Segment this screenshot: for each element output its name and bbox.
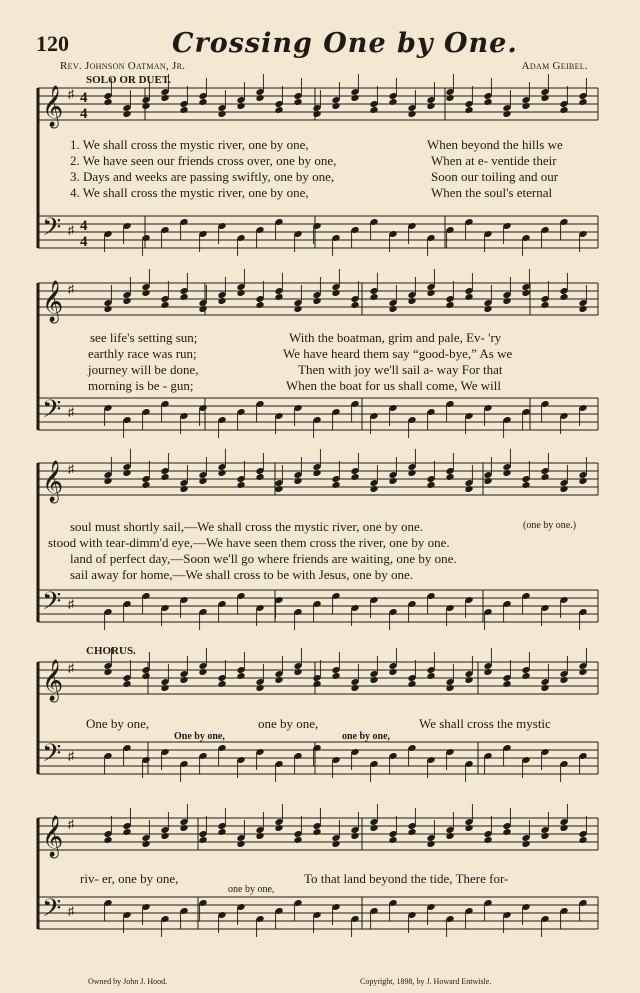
note-head <box>237 289 246 296</box>
note-head <box>142 102 151 109</box>
lyricist-credit: Rev. Johnson Oatman, Jr. <box>60 60 186 72</box>
note-head <box>256 473 265 480</box>
note-head <box>484 98 493 105</box>
note-head <box>104 477 113 484</box>
section-label-chorus: CHORUS. <box>86 645 136 657</box>
note-head <box>522 289 531 296</box>
note-head <box>294 477 303 484</box>
note-head <box>161 473 170 480</box>
note-head <box>484 477 493 484</box>
note-head <box>351 684 360 691</box>
note-head <box>237 840 246 847</box>
note-head <box>218 110 227 117</box>
note-head <box>351 94 360 101</box>
time-signature: 4 <box>80 106 88 122</box>
section-label-solo: SOLO OR DUET. <box>86 74 172 86</box>
note-head <box>465 293 474 300</box>
note-head <box>256 301 265 308</box>
note-head <box>541 473 550 480</box>
note-head <box>522 672 531 679</box>
note-head <box>370 676 379 683</box>
note-head <box>579 668 588 675</box>
note-head <box>389 668 398 675</box>
verse-line: stood with tear-dimm'd eye,—We have seen them cross the river, one by one. <box>48 535 450 550</box>
sharp-icon: ♯ <box>68 405 74 419</box>
note-head <box>427 289 436 296</box>
verse-line: With the boatman, grim and pale, Ev- 'ry <box>289 330 502 345</box>
note-head <box>408 110 417 117</box>
note-head <box>579 836 588 843</box>
note-head <box>408 469 417 476</box>
note-head <box>104 305 113 312</box>
chorus-lyric: One by one, <box>86 716 150 731</box>
sharp-icon: ♯ <box>68 904 74 918</box>
verse-line: Soon our toiling and our <box>431 169 559 184</box>
note-head <box>313 297 322 304</box>
note-head <box>294 836 303 843</box>
note-head <box>503 469 512 476</box>
note-head <box>503 828 512 835</box>
sharp-icon: ♯ <box>68 597 74 611</box>
page-number: 120 <box>36 31 69 56</box>
note-head <box>332 102 341 109</box>
verse-line: earthly race was run; <box>88 346 197 361</box>
note-head <box>446 832 455 839</box>
note-head <box>465 106 474 113</box>
notes <box>42 74 587 937</box>
bass-lyric: one by one, <box>228 884 275 895</box>
note-head <box>446 301 455 308</box>
note-head <box>427 481 436 488</box>
note-head <box>560 824 569 831</box>
note-head <box>541 301 550 308</box>
note-head <box>161 94 170 101</box>
note-head <box>275 676 284 683</box>
sharp-icon: ♯ <box>68 661 74 675</box>
note-head <box>237 481 246 488</box>
verse-line: land of perfect day,—Soon we'll go where friends are waiting, one by one. <box>70 551 457 566</box>
note-head <box>332 672 341 679</box>
verse-line: When the boat for us shall come, We will <box>286 378 501 393</box>
verse-line: 3. Days and weeks are passing swiftly, one by one, <box>70 169 335 184</box>
note-head <box>446 473 455 480</box>
note-head <box>199 477 208 484</box>
note-head <box>389 477 398 484</box>
note-head <box>218 828 227 835</box>
verse-line: 4. We shall cross the mystic river, one by one, <box>70 185 309 200</box>
sharp-icon: ♯ <box>68 282 74 296</box>
note-head <box>294 668 303 675</box>
note-head <box>123 297 132 304</box>
note-head <box>465 824 474 831</box>
note-head <box>123 110 132 117</box>
sharp-icon: ♯ <box>68 749 74 763</box>
bass-clef-icon: 𝄢 <box>42 395 62 430</box>
verse-line: soul must shortly sail,—We shall cross the mystic river, one by one. <box>70 519 423 534</box>
note-head <box>199 668 208 675</box>
note-head <box>123 680 132 687</box>
note-head <box>522 481 531 488</box>
sharp-icon: ♯ <box>68 87 74 101</box>
note-head <box>123 469 132 476</box>
note-head <box>465 485 474 492</box>
note-head <box>218 297 227 304</box>
note-head <box>503 110 512 117</box>
note-head <box>389 305 398 312</box>
note-head <box>522 840 531 847</box>
note-head <box>541 94 550 101</box>
note-head <box>161 832 170 839</box>
note-head <box>313 828 322 835</box>
note-head <box>446 684 455 691</box>
note-head <box>332 840 341 847</box>
note-head <box>427 840 436 847</box>
note-head <box>104 836 113 843</box>
note-head <box>465 676 474 683</box>
chorus-lyric: riv- er, one by one, <box>80 871 179 886</box>
note-head <box>161 301 170 308</box>
note-head <box>275 485 284 492</box>
note-head <box>484 305 493 312</box>
verse-line: When the soul's eternal <box>431 185 553 200</box>
note-head <box>180 824 189 831</box>
note-head <box>180 293 189 300</box>
bass-clef-icon: 𝄢 <box>42 739 62 774</box>
treble-clef-icon: 𝄞 <box>42 660 64 701</box>
note-head <box>370 293 379 300</box>
note-head <box>256 684 265 691</box>
bass-lyric: one by one, <box>342 731 391 742</box>
bass-clef-icon: 𝄢 <box>42 894 62 929</box>
note-head <box>180 106 189 113</box>
chorus-lyric: We shall cross the mystic <box>419 716 551 731</box>
note-head <box>104 98 113 105</box>
note-head <box>370 485 379 492</box>
treble-clef-icon: 𝄞 <box>42 461 64 502</box>
note-head <box>313 469 322 476</box>
note-head <box>579 98 588 105</box>
verse-line: 2. We have seen our friends cross over, one by one, <box>70 153 337 168</box>
chorus-lyric: To that land beyond the tide, There for- <box>304 871 509 886</box>
note-head <box>294 305 303 312</box>
note-head <box>370 824 379 831</box>
note-head <box>218 469 227 476</box>
note-head <box>199 98 208 105</box>
bass-clef-icon: 𝄢 <box>42 213 62 248</box>
note-head <box>180 676 189 683</box>
note-head <box>484 668 493 675</box>
treble-clef-icon: 𝄞 <box>42 816 64 857</box>
note-head <box>275 293 284 300</box>
time-signature: 4 <box>80 234 88 250</box>
sharp-icon: ♯ <box>68 817 74 831</box>
note-head <box>294 98 303 105</box>
note-head <box>522 102 531 109</box>
time-signature: 4 <box>80 90 88 106</box>
bass-lyric: One by one, <box>174 731 225 742</box>
verse-line: We have heard them say “good-bye,” As we <box>283 346 513 361</box>
note-head <box>370 106 379 113</box>
note-head <box>560 485 569 492</box>
note-head <box>427 102 436 109</box>
note-head <box>313 110 322 117</box>
note-head <box>560 293 569 300</box>
time-signature: 4 <box>80 218 88 234</box>
note-head <box>256 832 265 839</box>
note-head <box>503 297 512 304</box>
hymn-title: Crossing One by One. <box>172 28 518 59</box>
verse-line: journey will be done, <box>88 362 199 377</box>
note-head <box>199 305 208 312</box>
note-head <box>180 485 189 492</box>
note-head <box>332 481 341 488</box>
treble-clef-icon: 𝄞 <box>42 86 64 127</box>
note-head <box>332 289 341 296</box>
verse-line: see life's setting sun; <box>90 330 198 345</box>
note-head <box>351 473 360 480</box>
note-head <box>427 672 436 679</box>
verse-line: When beyond the hills we <box>427 137 563 152</box>
note-head <box>351 301 360 308</box>
note-head <box>541 832 550 839</box>
note-head <box>218 680 227 687</box>
copyright-notice: Copyright, 1898, by J. Howard Entwisle. <box>360 977 492 986</box>
note-head <box>237 672 246 679</box>
note-head <box>579 305 588 312</box>
note-head <box>484 836 493 843</box>
chorus-lyric: one by one, <box>258 716 319 731</box>
note-head <box>275 106 284 113</box>
note-head <box>199 836 208 843</box>
note-head <box>161 684 170 691</box>
note-head <box>142 840 151 847</box>
treble-clef-icon: 𝄞 <box>42 281 64 322</box>
note-head <box>560 676 569 683</box>
note-head <box>123 828 132 835</box>
note-head <box>408 680 417 687</box>
note-head <box>446 94 455 101</box>
verse-line: When at e- ventide their <box>431 153 557 168</box>
note-head <box>142 672 151 679</box>
note-head <box>142 481 151 488</box>
note-head <box>560 106 569 113</box>
staves <box>38 88 598 929</box>
composer-credit: Adam Geibel. <box>521 60 588 72</box>
bass-clef-icon: 𝄢 <box>42 587 62 622</box>
note-head <box>256 94 265 101</box>
note-head <box>351 832 360 839</box>
note-head <box>104 668 113 675</box>
verse-line: Then with joy we'll sail a- way For that <box>298 362 503 377</box>
sharp-icon: ♯ <box>68 462 74 476</box>
echo-lyric: (one by one.) <box>523 520 577 531</box>
note-head <box>275 824 284 831</box>
note-head <box>541 684 550 691</box>
note-head <box>313 680 322 687</box>
note-head <box>408 297 417 304</box>
note-head <box>389 836 398 843</box>
note-head <box>579 477 588 484</box>
note-head <box>237 102 246 109</box>
note-head <box>408 828 417 835</box>
verse-line: sail away for home,—We shall cross to be with Jesus, one by one. <box>70 567 414 582</box>
verse-line: morning is be - gun; <box>88 378 194 393</box>
sharp-icon: ♯ <box>68 223 74 237</box>
note-head <box>142 289 151 296</box>
verse-line: 1. We shall cross the mystic river, one by one, <box>70 137 309 152</box>
note-head <box>503 680 512 687</box>
note-head <box>389 98 398 105</box>
owner-notice: Owned by John J. Hood. <box>88 977 168 986</box>
